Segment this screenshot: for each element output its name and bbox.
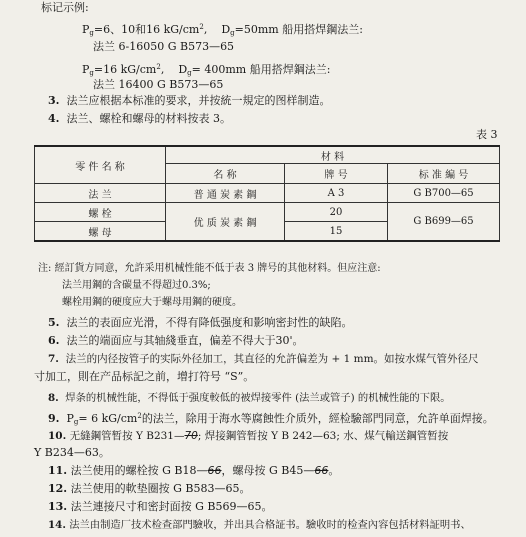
note-line-2: 法兰用鋼的含碳量不得超过0.3%;	[62, 280, 211, 291]
item-7-continued: 寸加工，則在产品标記之前，增打符号 “S”。	[34, 370, 255, 383]
handwritten-correction: 70	[184, 430, 198, 442]
handwritten-correction: 66	[207, 464, 222, 477]
cell-part: 螺 栓	[35, 203, 166, 222]
note-line-1: 注: 經訂貨方同意，允許采用机械性能不低于表 3 牌号的其他材料。但应注意:	[38, 263, 381, 274]
header-material: 材 料	[166, 146, 500, 164]
item-11: 11. 法兰使用的螺栓按 G B18—66，螺母按 G B45—66。	[48, 464, 340, 477]
table-row	[35, 184, 500, 203]
example-1-condition: $P_g=6$、10和16 $kG/cm^2$, $D_g=50mm$ 船用搭焊鋼法兰:	[82, 23, 363, 37]
header-part-name: 零 件 名 称	[35, 146, 166, 184]
item-9: 9. $P_g= 6$ $kG/cm^2$的法兰，除用于海水等腐蝕性介质外，經检驗部門同意，允許单面焊接。	[48, 412, 494, 426]
cell-grade: A 3	[285, 184, 388, 203]
item-10-continued: Y B234—63。	[34, 446, 110, 459]
item-12: 12. 法兰使用的軟垫圈按 G B583—65。	[48, 482, 251, 495]
cell-grade: 20	[285, 203, 388, 222]
header-standard: 标 准 編 号	[388, 164, 500, 184]
example-1-mark: 法兰 6-16050 G B573—65	[93, 40, 235, 53]
item-8: 8. 焊条的机械性能，不得低于强度較低的被焊接零件 (法兰或管子) 的机械性能的下限。	[48, 392, 451, 404]
item-3: 3. 法兰应根据本标准的要求，并按統一規定的图样制造。	[48, 94, 331, 107]
header-grade: 牌 号	[285, 164, 388, 184]
item-13: 13. 法兰連接尺寸和密封面按 G B569—65。	[48, 500, 273, 513]
materials-table	[34, 145, 500, 242]
item-5: 5. 法兰的表面应光滑，不得有降低强度和影响密封性的缺陷。	[48, 316, 353, 329]
note-line-3: 螺栓用鋼的硬度应大于螺母用鋼的硬度。	[62, 297, 242, 308]
cell-material-name: 普 通 炭 素 鋼	[166, 184, 285, 203]
handwritten-correction: 66	[314, 464, 329, 477]
example-2-mark: 法兰 16400 G B573—65	[93, 78, 224, 91]
table-label: 表 3	[476, 128, 498, 141]
header-material-name: 名 称	[166, 164, 285, 184]
item-6: 6. 法兰的端面应与其轴綫垂直，偏差不得大于30'。	[48, 334, 304, 347]
cell-grade: 15	[285, 222, 388, 242]
item-10: 10. 无縫鋼管暂按 Y B231—70; 焊接鋼管暂按 Y B 242—63; 水、煤气輸送鋼管暂按	[48, 430, 449, 442]
cell-standard: G B699—65	[388, 203, 500, 242]
item-4: 4. 法兰、螺栓和螺母的材料按表 3。	[48, 112, 231, 125]
item-14: 14. 法兰由制造厂技术检查部門驗收，并出具合格証书。驗收时的检查內容包括材料証明书、	[48, 519, 471, 531]
cell-material-name: 优 质 炭 素 鋼	[166, 203, 285, 242]
cell-part: 法 兰	[35, 184, 166, 203]
table-row	[35, 203, 500, 222]
example-heading: 标记示例:	[41, 1, 89, 14]
item-7: 7. 法兰的内径按管子的实际外径加工，其直径的允許偏差为 + 1 mm。如按水煤气管外径尺	[48, 353, 479, 365]
cell-standard: G B700—65	[388, 184, 500, 203]
cell-part: 螺 母	[35, 222, 166, 242]
example-2-condition: $P_g=16$ $kG/cm^2$, $D_g= 400mm$ 船用搭焊鋼法兰:	[82, 63, 331, 77]
